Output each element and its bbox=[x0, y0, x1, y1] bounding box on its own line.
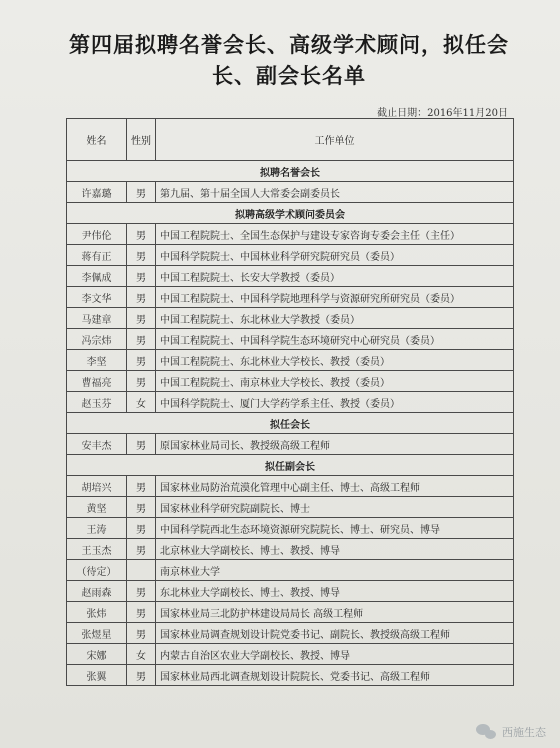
table-body bbox=[67, 161, 514, 686]
person-sex: 男 bbox=[127, 287, 156, 308]
table-row bbox=[67, 644, 514, 665]
person-sex: 男 bbox=[127, 497, 156, 518]
table-row bbox=[67, 560, 514, 581]
person-name: 王玉杰 bbox=[67, 539, 127, 560]
person-unit: 国家林业局西北调查规划设计院院长、党委书记、高级工程师 bbox=[156, 665, 514, 686]
section-row bbox=[67, 161, 514, 182]
person-sex: 男 bbox=[127, 350, 156, 371]
cutoff-date: 截止日期：2016年11月20日 bbox=[377, 108, 508, 119]
person-unit: 中国工程院院士、长安大学教授（委员） bbox=[156, 266, 514, 287]
person-unit: 国家林业科学研究院副院长、博士 bbox=[156, 497, 514, 518]
person-sex: 男 bbox=[127, 476, 156, 497]
person-name: 张煜星 bbox=[67, 623, 127, 644]
person-name: 李坚 bbox=[67, 350, 127, 371]
person-name: （待定） bbox=[67, 560, 127, 581]
person-name: 许嘉璐 bbox=[67, 182, 127, 203]
person-unit: 中国工程院院士、中国科学院地理科学与资源研究所研究员（委员） bbox=[156, 287, 514, 308]
table-row bbox=[67, 518, 514, 539]
person-name: 尹伟伦 bbox=[67, 224, 127, 245]
person-name: 王涛 bbox=[67, 518, 127, 539]
person-unit: 国家林业局三北防护林建设局局长 高级工程师 bbox=[156, 602, 514, 623]
document-title: 第四届拟聘名誉会长、高级学术顾问，拟任会长、副会长名单 bbox=[69, 33, 509, 88]
table-row bbox=[67, 287, 514, 308]
table-row bbox=[67, 308, 514, 329]
person-name: 胡培兴 bbox=[67, 476, 127, 497]
person-sex: 男 bbox=[127, 371, 156, 392]
person-unit: 中国科学院院士、中国林业科学研究院研究员（委员） bbox=[156, 245, 514, 266]
person-sex: 男 bbox=[127, 224, 156, 245]
person-sex: 男 bbox=[127, 665, 156, 686]
person-name: 赵玉芬 bbox=[67, 392, 127, 413]
person-name: 蒋有正 bbox=[67, 245, 127, 266]
person-unit: 南京林业大学 bbox=[156, 560, 514, 581]
section-label: 拟任副会长 bbox=[67, 455, 514, 476]
section-row bbox=[67, 413, 514, 434]
person-unit: 中国科学院院士、厦门大学药学系主任、教授（委员） bbox=[156, 392, 514, 413]
header-unit: 工作单位 bbox=[156, 119, 514, 161]
person-name: 赵雨森 bbox=[67, 581, 127, 602]
table-row bbox=[67, 182, 514, 203]
table-row bbox=[67, 266, 514, 287]
watermark bbox=[476, 724, 546, 740]
person-unit: 中国工程院院士、中国科学院生态环境研究中心研究员（委员） bbox=[156, 329, 514, 350]
person-unit: 原国家林业局司长、教授级高级工程师 bbox=[156, 434, 514, 455]
person-unit: 东北林业大学副校长、博士、教授、博导 bbox=[156, 581, 514, 602]
person-unit: 中国工程院院士、南京林业大学校长、教授（委员） bbox=[156, 371, 514, 392]
table-row bbox=[67, 392, 514, 413]
table-row bbox=[67, 623, 514, 644]
table-row bbox=[67, 665, 514, 686]
person-sex: 男 bbox=[127, 539, 156, 560]
table-row bbox=[67, 602, 514, 623]
person-sex: 男 bbox=[127, 329, 156, 350]
table-header-row bbox=[67, 119, 514, 161]
person-sex bbox=[127, 560, 156, 581]
person-unit: 国家林业局调查规划设计院党委书记、副院长、教授级高级工程师 bbox=[156, 623, 514, 644]
person-sex: 男 bbox=[127, 518, 156, 539]
person-sex: 男 bbox=[127, 623, 156, 644]
table-row bbox=[67, 497, 514, 518]
person-name: 黄坚 bbox=[67, 497, 127, 518]
section-row bbox=[67, 203, 514, 224]
person-unit: 国家林业局防治荒漠化管理中心副主任、博士、高级工程师 bbox=[156, 476, 514, 497]
person-name: 马建章 bbox=[67, 308, 127, 329]
person-name: 张炜 bbox=[67, 602, 127, 623]
person-unit: 中国工程院院士、东北林业大学教授（委员） bbox=[156, 308, 514, 329]
table-row bbox=[67, 350, 514, 371]
table-row bbox=[67, 245, 514, 266]
person-unit: 北京林业大学副校长、博士、教授、博导 bbox=[156, 539, 514, 560]
table-row bbox=[67, 371, 514, 392]
section-label: 拟聘高级学术顾问委员会 bbox=[67, 203, 514, 224]
person-name: 冯宗炜 bbox=[67, 329, 127, 350]
header-name: 姓名 bbox=[67, 119, 127, 161]
table-row bbox=[67, 434, 514, 455]
person-name: 李文华 bbox=[67, 287, 127, 308]
person-sex: 男 bbox=[127, 581, 156, 602]
table-row bbox=[67, 476, 514, 497]
watermark-text: 西施生态 bbox=[502, 726, 546, 739]
table-row bbox=[67, 224, 514, 245]
person-name: 张翼 bbox=[67, 665, 127, 686]
person-sex: 女 bbox=[127, 392, 156, 413]
person-unit: 第九届、第十届全国人大常委会副委员长 bbox=[156, 182, 514, 203]
table-row bbox=[67, 581, 514, 602]
person-name: 安丰杰 bbox=[67, 434, 127, 455]
person-sex: 男 bbox=[127, 182, 156, 203]
person-sex: 男 bbox=[127, 245, 156, 266]
person-unit: 中国科学院西北生态环境资源研究院院长、博士、研究员、博导 bbox=[156, 518, 514, 539]
person-sex: 男 bbox=[127, 266, 156, 287]
person-sex: 女 bbox=[127, 644, 156, 665]
section-row bbox=[67, 455, 514, 476]
table-row bbox=[67, 539, 514, 560]
person-sex: 男 bbox=[127, 602, 156, 623]
wechat-icon bbox=[476, 724, 498, 740]
person-name: 曹福亮 bbox=[67, 371, 127, 392]
section-label: 拟任会长 bbox=[67, 413, 514, 434]
header-sex: 性别 bbox=[127, 119, 156, 161]
person-sex: 男 bbox=[127, 308, 156, 329]
person-sex: 男 bbox=[127, 434, 156, 455]
section-label: 拟聘名誉会长 bbox=[67, 161, 514, 182]
person-unit: 中国工程院院士、东北林业大学校长、教授（委员） bbox=[156, 350, 514, 371]
roster-table bbox=[66, 118, 514, 686]
table-row bbox=[67, 329, 514, 350]
person-unit: 中国工程院院士、全国生态保护与建设专家咨询专委会主任（主任） bbox=[156, 224, 514, 245]
person-unit: 内蒙古自治区农业大学副校长、教授、博导 bbox=[156, 644, 514, 665]
person-name: 宋娜 bbox=[67, 644, 127, 665]
person-name: 李佩成 bbox=[67, 266, 127, 287]
